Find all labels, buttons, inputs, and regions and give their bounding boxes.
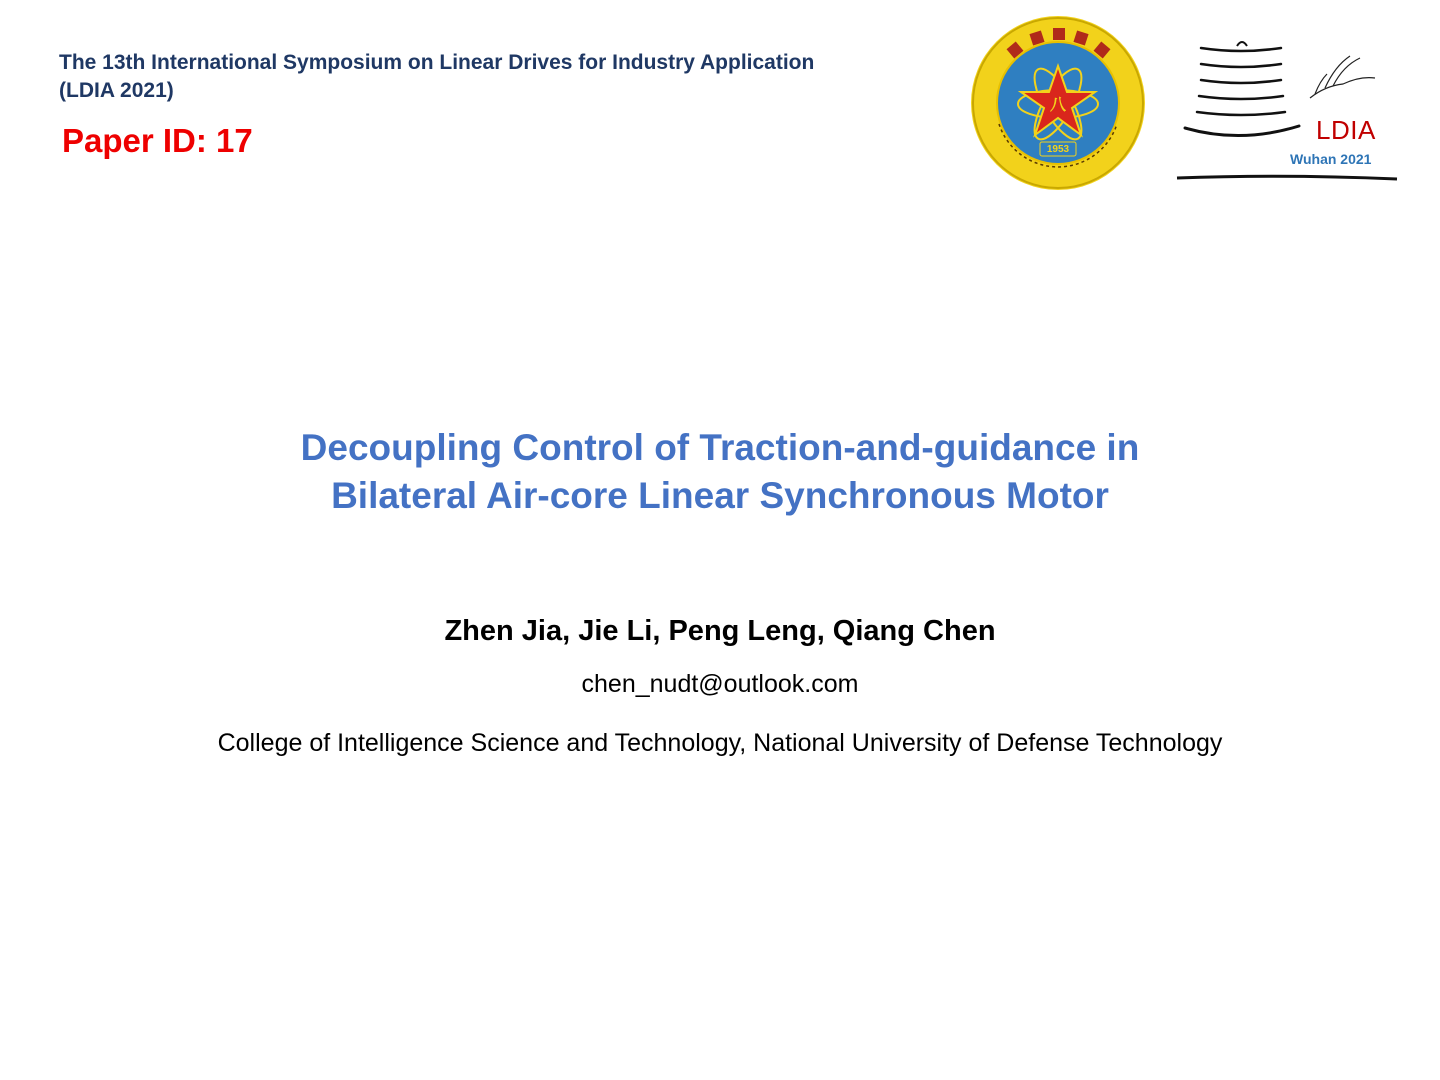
- affiliation: College of Intelligence Science and Technology, National University of Defense Technology: [217, 729, 1223, 757]
- conference-title-line1: The 13th International Symposium on Linear Drives for Industry Application: [59, 51, 815, 74]
- paper-title: [0, 424, 1440, 520]
- conference-title-line2: (LDIA 2021): [59, 79, 174, 102]
- ldia-logo-text: LDIA: [1316, 115, 1376, 145]
- university-seal-icon: [969, 14, 1147, 192]
- paper-title-line1: Decoupling Control of Traction-and-guidance in: [300, 427, 1140, 468]
- paper-title-line2: Bilateral Air-core Linear Synchronous Motor: [331, 475, 1109, 516]
- author-list: Zhen Jia, Jie Li, Peng Leng, Qiang Chen: [444, 615, 996, 647]
- paper-id: Paper ID: 17: [62, 122, 253, 159]
- ldia-location-text: Wuhan 2021: [1290, 151, 1372, 167]
- contact-email: chen_nudt@outlook.com: [581, 670, 859, 698]
- seal-year: 1953: [1046, 144, 1070, 155]
- conference-title: [59, 49, 959, 105]
- svg-text:八: 八: [1049, 97, 1067, 114]
